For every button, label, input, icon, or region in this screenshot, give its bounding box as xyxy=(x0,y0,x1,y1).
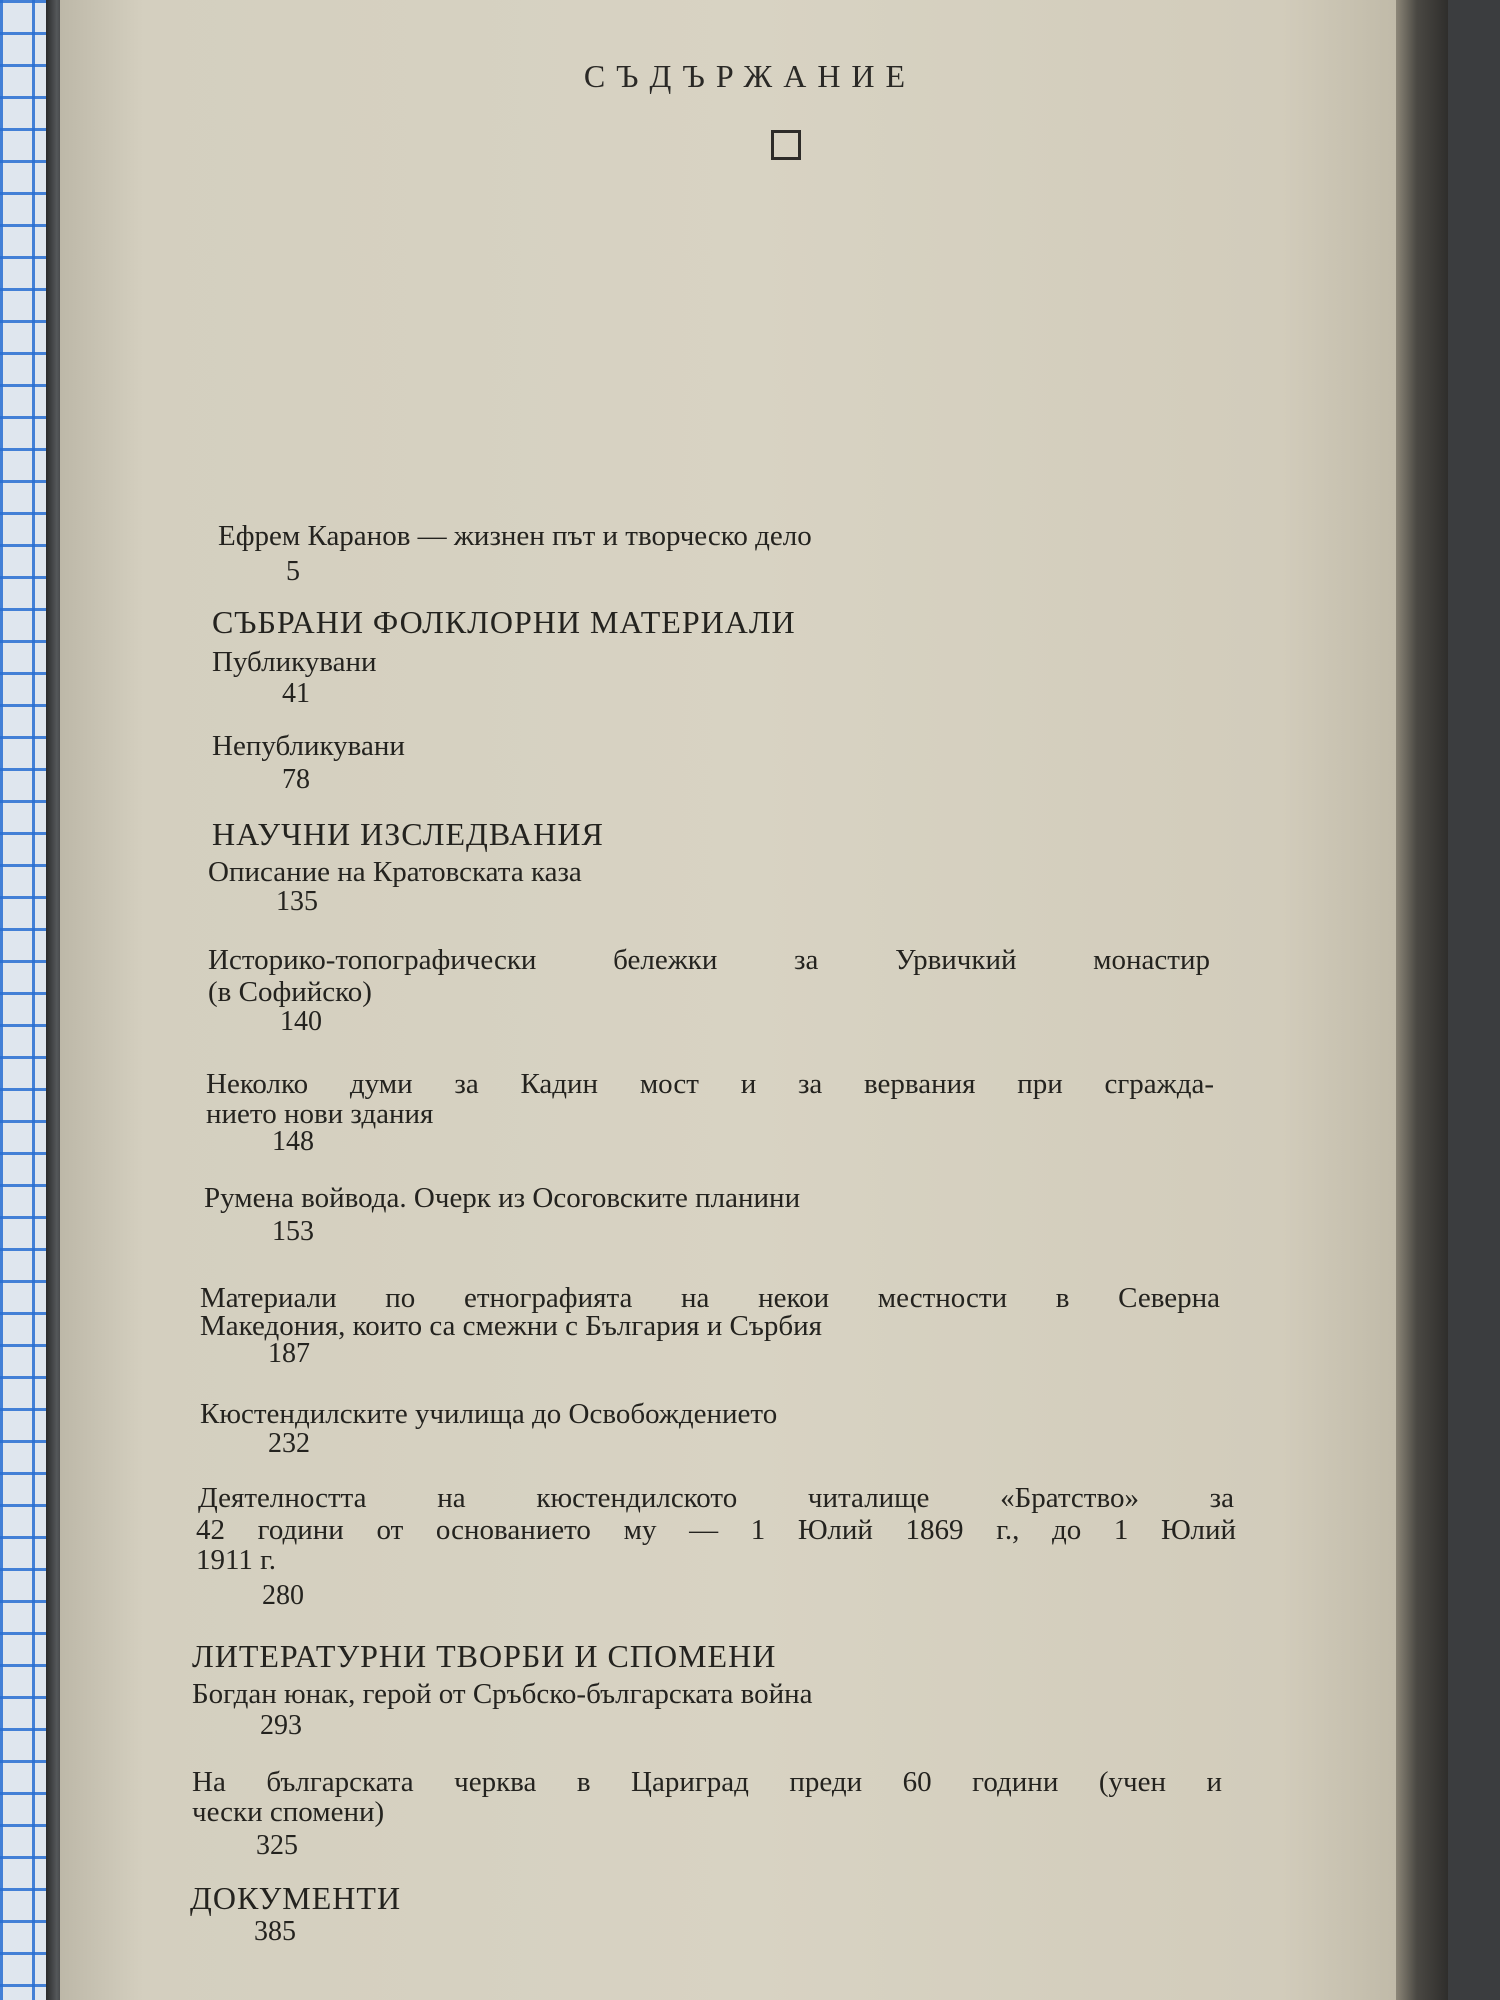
toc-section-heading: НАУЧНИ ИЗСЛЕДВАНИЯ xyxy=(212,816,604,852)
toc-section-heading: ЛИТЕРАТУРНИ ТВОРБИ И СПОМЕНИ xyxy=(192,1638,777,1674)
toc-entry-text: Македония, които са смежни с България и Сърбия xyxy=(200,1310,822,1342)
toc-entry-text: Богдан юнак, герой от Сръбско-българската война xyxy=(192,1678,813,1710)
toc-entry-text: 1911 г. xyxy=(196,1544,277,1576)
toc-entry-text: Деятелността на кюстендилското читалище «Братство» за xyxy=(198,1482,1234,1514)
toc-entry-text: Кюстендилските училища до Освобождението xyxy=(200,1398,778,1430)
toc-entry-text: Неколко думи за Кадин мост и за вервания при сгражда- xyxy=(206,1068,1214,1100)
toc-entry-page: 293 xyxy=(260,1710,302,1741)
toc-entry-page: 148 xyxy=(272,1126,314,1157)
toc-entry-text: Публикувани xyxy=(212,646,377,678)
toc-entry-text: Описание на Кратовската каза xyxy=(208,856,582,888)
toc-entry-page: 78 xyxy=(282,764,310,795)
toc-entry-page: 385 xyxy=(254,1916,296,1947)
toc-entry-text: нието нови здания xyxy=(206,1098,434,1130)
toc-entry-page: 153 xyxy=(272,1216,314,1247)
toc-entry-page: 135 xyxy=(276,886,318,917)
toc-entry-text: Ефрем Каранов — жизнен път и творческо дело xyxy=(218,520,812,552)
toc-entry-text: Историко-топографически бележки за Урвичкий монастир xyxy=(208,944,1210,976)
toc-entry-page: 232 xyxy=(268,1428,310,1459)
toc-entry-text: Румена войвода. Очерк из Осоговските планини xyxy=(204,1182,801,1214)
toc-heading: СЪДЪРЖАНИЕ xyxy=(583,58,917,94)
toc-entry-page: 280 xyxy=(262,1580,304,1611)
toc-entry-text: Непубликувани xyxy=(212,730,405,762)
toc-entry-text: Материали по етнографията на некои местности в Северна xyxy=(200,1282,1220,1314)
toc-entry-text: 42 години от основанието му — 1 Юлий 1869 г., до 1 Юлий xyxy=(196,1514,1236,1546)
toc-entry-text: На българската черква в Цариград преди 60 години (учен и xyxy=(192,1766,1222,1798)
toc-entry-page: 41 xyxy=(282,678,310,709)
toc-entry-page: 325 xyxy=(256,1830,298,1861)
toc-entry-text: (в Софийско) xyxy=(208,976,372,1008)
toc-entry-page: 5 xyxy=(286,556,300,587)
toc-entry-page: 187 xyxy=(268,1338,310,1369)
toc-section-heading: ДОКУМЕНТИ xyxy=(190,1880,402,1916)
toc-entry-text: чески спомени) xyxy=(192,1796,385,1828)
toc-entry-page: 140 xyxy=(280,1006,322,1037)
toc-section-heading: СЪБРАНИ ФОЛКЛОРНИ МАТЕРИАЛИ xyxy=(212,604,796,640)
